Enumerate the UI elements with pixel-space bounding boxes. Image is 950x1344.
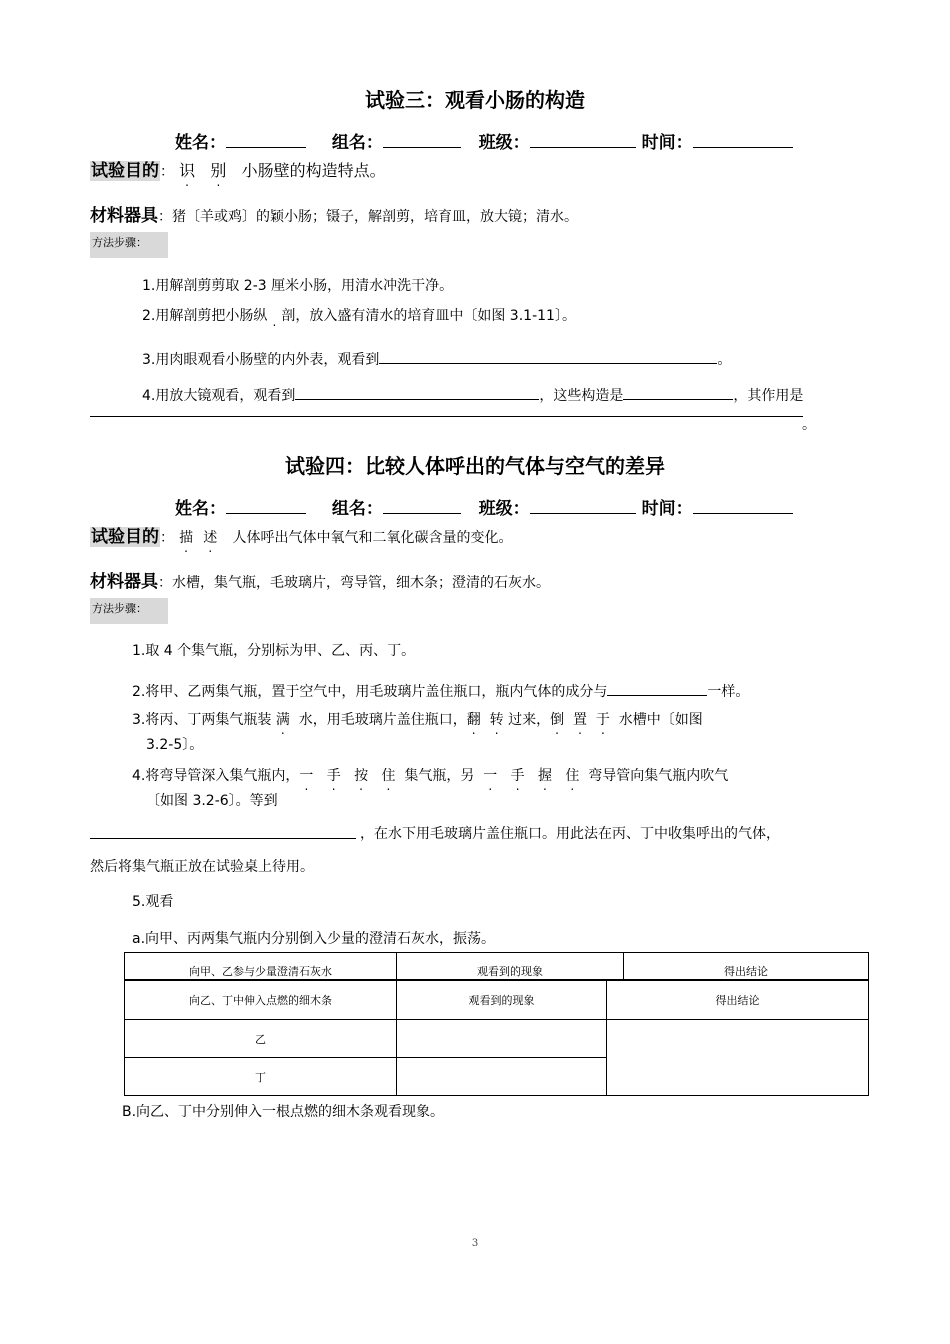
step4-blank-2[interactable] [623,381,733,400]
exp4-step3 [132,709,703,729]
table-header-cell: 向乙、丁中伸入点燃的细木条 [125,981,397,1020]
exp4-step1: 1.取 4 个集气瓶，分别标为甲、乙、丙、丁。 [132,643,416,659]
conclusion-cell[interactable] [607,1020,869,1096]
page-number: 3 [471,1238,479,1249]
dot-char: 识 [179,161,196,180]
dot-char: 翻 [466,712,481,728]
dot-char: 按 [354,768,369,784]
group-label: 组名： [331,499,383,519]
step2-blank[interactable] [607,677,707,696]
step3-part: 水，用毛玻璃片盖住瓶口， [298,712,467,728]
table-header-cell: 观看到的现象 [397,953,624,980]
step4-part: ，这些构造是 [539,388,624,404]
dot-char: 握 [537,768,552,784]
exp4-step5: 5.观看 [132,894,174,910]
exp4-info-row [175,494,793,519]
table-header-cell: 得出结论 [624,953,869,980]
name-blank[interactable] [226,129,306,148]
observation-cell[interactable] [397,1058,607,1096]
materials-label: 材料器具 [90,572,158,592]
step4-part: 4.将弯导管深入集气瓶内， [132,768,300,784]
group-blank[interactable] [383,129,461,148]
exp3-step1: 1.用解剖剪剪取 2-3 厘米小肠，用清水冲洗干净。 [142,278,454,294]
exp4-materials [90,567,550,592]
dot-char: 满 [275,712,290,728]
dot-char: 一 [483,768,498,784]
exp4-step5b: B.向乙、丁中分别伸入一根点燃的细木条观看现象。 [122,1104,445,1120]
step2-part: 2.用解剖剪把小肠纵 [142,308,268,324]
exp4-title: 试验四：比较人体呼出的气体与空气的差异 [285,454,665,478]
exp3-materials [90,201,578,226]
exp3-info-row [175,128,793,153]
name-blank[interactable] [226,495,306,514]
dot-char: 手 [326,768,341,784]
dot-char: 描 [179,530,194,546]
exp3-step4 [142,381,803,405]
row-label: 丁 [125,1058,397,1096]
dot-char: 住 [381,768,396,784]
exp4-step4-line3: 然后将集气瓶正放在试验桌上待用。 [90,859,314,875]
dot-char: 别 [210,161,227,180]
dot-char: 手 [510,768,525,784]
exp3-title: 试验三：观看小肠的构造 [365,88,585,112]
step4-part: 4.用放大镜观看，观看到 [142,388,296,404]
dot-char: 置 [572,712,587,728]
table-header-cell: 得出结论 [607,981,869,1020]
exp4-purpose [90,522,513,547]
exp3-step3 [142,345,731,369]
step4-part: 集气瓶，另 [404,768,475,784]
exp4-step4 [132,765,728,785]
exp4-step2 [132,677,749,701]
step2-part: 一样。 [707,684,750,700]
time-label: 时间： [641,499,693,519]
table-row [125,1020,869,1058]
step2-part: 剖，放入盛有清水的培育皿中〔如图 3.1-11〕。 [281,308,576,324]
colon: ： [160,164,174,180]
step3-blank[interactable] [379,345,717,364]
dot-char: 住 [565,768,580,784]
dot-char: 转 [489,712,504,728]
materials-text: ：水槽，集气瓶，毛玻璃片，弯导管，细木条；澄清的石灰水。 [158,575,550,591]
step3-part: 3.将丙、丁两集气瓶装 [132,712,272,728]
name-label: 姓名： [175,499,226,519]
materials-text: ：猪〔羊或鸡〕的颖小肠；镊子，解剖剪，培育皿，放大镜；清水。 [158,209,578,225]
table-header-cell: 向甲、乙参与少量澄清石灰水 [125,953,397,980]
time-blank[interactable] [693,495,793,514]
table-header-row [125,981,869,1020]
materials-label: 材料器具 [90,206,158,226]
table-lime-water [124,952,869,980]
dot-char: 倒 [550,712,565,728]
step4-part: 弯导管向集气瓶内吹气 [588,768,729,784]
group-label: 组名： [331,133,383,153]
observation-cell[interactable] [397,1020,607,1058]
group-blank[interactable] [383,495,461,514]
step3-part: 3.用肉眼观看小肠壁的内外表，观看到 [142,352,380,368]
step2-part: 2.将甲、乙两集气瓶，置于空气中，用毛玻璃片盖住瓶口，瓶内气体的成分与 [132,684,608,700]
colon: ： [160,530,174,546]
table-wood-stick [124,980,869,1096]
exp3-step2 [142,305,576,325]
row-label: 乙 [125,1020,397,1058]
step3-part: 水槽中〔如图 [618,712,703,728]
class-label: 班级： [478,499,530,519]
exp3-step4-answer-line[interactable] [90,416,803,417]
exp3-purpose [90,156,386,181]
exp4-step4-line2: ，在水下用毛玻璃片盖住瓶口。用此法在丙、丁中收集呼出的气体， [360,826,780,842]
class-label: 班级： [478,133,530,153]
dot-char: 述 [203,530,218,546]
time-label: 时间： [641,133,693,153]
dot-char: 于 [595,712,610,728]
exp4-step5a: a.向甲、丙两集气瓶内分别倒入少量的澄清石灰水，振荡。 [132,931,496,947]
step3-part: 过来， [508,712,551,728]
exp3-step4-end: 。 [802,417,816,433]
purpose-label: 试验目的 [91,527,159,547]
step4-blank-1[interactable] [295,381,539,400]
time-blank[interactable] [693,129,793,148]
purpose-label: 试验目的 [91,161,159,181]
exp3-method-label: 方法步骤： [90,232,168,258]
class-blank[interactable] [530,495,636,514]
step4-part: ，其作用是 [733,388,804,404]
exp4-step4-cont: 〔如图 3.2-6〕。等到 [146,793,278,809]
table-header-cell: 观看到的现象 [397,981,607,1020]
exp4-method-label: 方法步骤： [90,598,168,624]
table-header-row [125,953,869,980]
class-blank[interactable] [530,129,636,148]
step3-part: 。 [717,352,732,368]
exp4-step4-blank[interactable] [90,838,356,839]
purpose-text: 小肠壁的构造特点。 [241,161,386,180]
purpose-text: 人体呼出气体中氧气和二氧化碳含量的变化。 [232,530,513,546]
name-label: 姓名： [175,133,226,153]
dot-char: 一 [299,768,314,784]
exp4-step3-cont: 3.2-5〕。 [146,737,204,753]
